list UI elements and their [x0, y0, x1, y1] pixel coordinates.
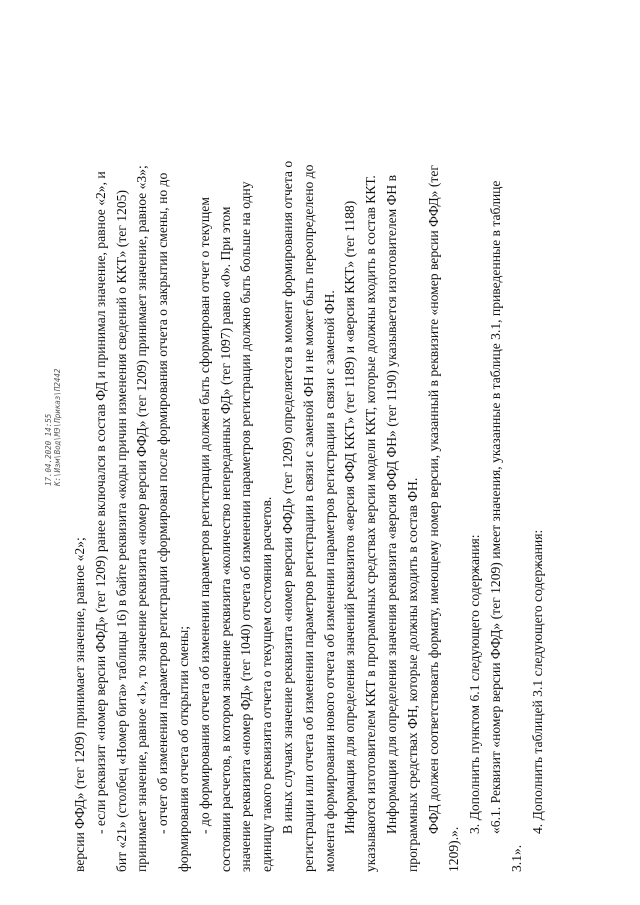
- document-line: регистрации или отчета об изменении параметров регистрации в связи с заменой ФН и не может быть переопределено до: [300, 164, 316, 872]
- document-line: 3.1».: [508, 844, 524, 872]
- document-line: указываются изготовителем ККТ в программных средствах версии модели ККТ, которые должны входить в состав ККТ.: [363, 175, 379, 872]
- document-line: версии ФФД» (тег 1209) принимает значение, равное «2»;: [72, 537, 87, 872]
- stamp-line: 17.04.2020 14:55: [44, 413, 53, 486]
- document-line: «6.1. Реквизит «номер версии ФФД» (тег 1209) имеет значения, указанные в таблице 3.1, приведенные в таблице: [487, 180, 503, 834]
- document-line: - если реквизит «номер версии ФФД» (тег 1209) ранее включался в состав ФД и принимал значение, равное «2», и: [92, 171, 108, 834]
- document-line: - отчет об изменении параметров регистрации сформирован после формирования отчета о закрытии смены, но до: [155, 172, 171, 834]
- document-line: 3. Дополнить пунктом 6.1 следующего содержания:: [467, 534, 483, 834]
- document-line: 1209).».: [446, 826, 462, 872]
- document-line: состоянии расчетов, в котором значение реквизита «количество непереданных ФД» (тег 1097) равно «0». При этом: [217, 206, 233, 872]
- document-line: ФФД должен соответствовать формату, имеющему номер версии, указанный в реквизите «номер версии ФФД» (тег: [425, 165, 441, 834]
- document-line: программных средствах ФН, которые должны входить в состав ФН.: [404, 477, 420, 872]
- document-line: - до формирования отчета об изменении параметров регистрации должен быть сформирован отчет о текущем: [196, 197, 212, 834]
- document-line: 4. Дополнить таблицей 3.1 следующего содержания:: [529, 529, 545, 834]
- rotated-text-block: [70, 32, 570, 872]
- document-line: принимает значение, равное «1», то значение реквизита «номер версии ФФД» (тег 1209) принимает значение, равное «3»;: [134, 165, 150, 872]
- document-line: значение реквизита «номер ФД» (тег 1040) отчета об изменении параметров регистрации должно быть больше на одну: [238, 181, 254, 872]
- document-line: Информация для определения значений реквизитов «версия ФФД ККТ» (тег 1189) и «версия ККТ» (тег 1188): [342, 200, 358, 834]
- stamp-line: К:\Изм\Вод\МЭ\Приказ\П2442: [53, 368, 62, 486]
- file-stamp: [44, 369, 62, 486]
- document-line: Информация для определения значения реквизита «версия ФФД ФН» (тег 1190) указывается изготовителем ФН в: [383, 174, 399, 834]
- document-line: В иных случаях значение реквизита «номер версии ФФД» (тег 1209) определяется в момент формирования отчета о: [279, 160, 295, 834]
- document-line: единицу такого реквизита отчета о текущем состоянии расчетов.: [259, 496, 275, 872]
- document-line: бит «21» (столбец «Номер бита» таблицы 16) в байте реквизита «коды причин изменения сведений о ККТ» (тег 1205): [113, 190, 129, 872]
- document-line: формирования отчета об открытии смены;: [175, 625, 191, 872]
- document-line: момента формирования нового отчета об изменении параметров регистрации в связи с заменой ФН.: [321, 290, 337, 872]
